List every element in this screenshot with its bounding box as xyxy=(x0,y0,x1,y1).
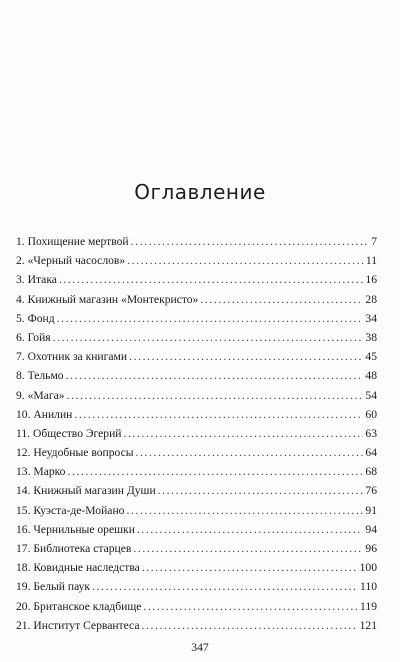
toc-entry-title: 4. Книжный магазин «Монтекристо» xyxy=(16,292,199,306)
toc-entry-title: 21. Институт Сервантеса xyxy=(16,618,140,632)
toc-entry xyxy=(16,616,377,635)
toc-entry-page: 60 xyxy=(365,407,377,421)
toc-dot-leader xyxy=(200,290,363,309)
toc-entry-title: 2. «Черный часослов» xyxy=(16,254,126,268)
toc-dot-leader xyxy=(131,232,370,251)
toc-entry xyxy=(16,251,377,270)
toc-entry-title: 14. Книжный магазин Души xyxy=(16,484,156,498)
toc-entry-title: 11. Общество Эгерий xyxy=(16,426,122,440)
toc-dot-leader xyxy=(92,577,358,596)
toc-entry-page: 16 xyxy=(365,273,377,287)
toc-entry-page: 28 xyxy=(365,292,377,306)
toc-entry-title: 20. Британское кладбище xyxy=(16,599,142,613)
toc-entry xyxy=(16,405,377,424)
toc-dot-leader xyxy=(67,386,364,405)
toc-dot-leader xyxy=(66,366,364,385)
toc-entry-page: 11 xyxy=(365,254,377,268)
toc-entry xyxy=(16,462,377,481)
toc-entry xyxy=(16,558,377,577)
toc-dot-leader xyxy=(124,424,364,443)
toc-entry xyxy=(16,443,377,462)
toc-entry-title: 6. Гойя xyxy=(16,330,51,344)
toc-entry-page: 119 xyxy=(360,599,377,613)
toc-dot-leader xyxy=(133,539,363,558)
toc-entry-title: 12. Неудобные вопросы xyxy=(16,446,134,460)
toc-dot-leader xyxy=(143,597,358,616)
toc-list xyxy=(16,232,377,635)
toc-dot-leader xyxy=(158,481,364,500)
toc-dot-leader xyxy=(137,520,364,539)
toc-entry-page: 38 xyxy=(365,330,377,344)
toc-title: Оглавление xyxy=(134,180,266,204)
toc-entry xyxy=(16,386,377,405)
toc-dot-leader xyxy=(74,405,363,424)
toc-entry xyxy=(16,232,377,251)
toc-dot-leader xyxy=(53,328,364,347)
toc-entry-page: 7 xyxy=(371,235,377,248)
toc-entry-page: 54 xyxy=(365,388,377,402)
page-number: 347 xyxy=(191,641,209,654)
toc-entry-page: 76 xyxy=(365,484,377,498)
toc-entry-title: 18. Ковидные наследства xyxy=(16,561,140,575)
toc-entry xyxy=(16,309,377,328)
toc-entry-page: 64 xyxy=(365,446,377,460)
toc-dot-leader xyxy=(126,501,363,520)
toc-entry-page: 34 xyxy=(365,311,377,325)
toc-entry-title: 5. Фонд xyxy=(16,311,55,325)
toc-dot-leader xyxy=(136,443,364,462)
toc-entry xyxy=(16,328,377,347)
toc-entry xyxy=(16,366,377,385)
toc-entry xyxy=(16,597,377,616)
toc-entry xyxy=(16,577,377,596)
toc-entry-page: 68 xyxy=(365,465,377,479)
toc-entry-page: 110 xyxy=(360,580,377,594)
toc-entry xyxy=(16,290,377,309)
toc-entry-title: 7. Охотник за книгами xyxy=(16,350,128,364)
toc-entry xyxy=(16,424,377,443)
toc-entry xyxy=(16,501,377,520)
toc-entry xyxy=(16,270,377,289)
toc-entry-title: 3. Итака xyxy=(16,273,57,287)
toc-dot-leader xyxy=(59,270,363,289)
toc-entry-title: 10. Анилин xyxy=(16,407,73,421)
toc-entry xyxy=(16,481,377,500)
toc-entry xyxy=(16,347,377,366)
toc-entry xyxy=(16,539,377,558)
toc-dot-leader xyxy=(129,347,363,366)
toc-entry-title: 1. Похищение мертвой xyxy=(16,235,129,248)
toc-dot-leader xyxy=(141,616,357,635)
toc-entry-title: 19. Белый паук xyxy=(16,580,91,594)
toc-dot-leader xyxy=(67,462,363,481)
toc-entry-page: 96 xyxy=(365,542,377,555)
toc-dot-leader xyxy=(127,251,364,270)
toc-entry-page: 63 xyxy=(365,426,377,440)
toc-entry-page: 100 xyxy=(359,561,377,575)
toc-entry-title: 9. «Мага» xyxy=(16,388,65,402)
toc-entry-title: 15. Куэста-де-Мойано xyxy=(16,503,125,517)
toc-entry xyxy=(16,520,377,539)
toc-entry-title: 17. Библиотека старцев xyxy=(16,542,132,555)
toc-dot-leader xyxy=(142,558,358,577)
toc-entry-page: 45 xyxy=(365,350,377,364)
toc-entry-title: 13. Марко xyxy=(16,465,66,479)
toc-entry-page: 48 xyxy=(365,369,377,383)
toc-entry-title: 8. Тельмо xyxy=(16,369,64,383)
toc-entry-page: 94 xyxy=(365,522,377,536)
toc-entry-title: 16. Чернильные орешки xyxy=(16,522,135,536)
toc-entry-page: 91 xyxy=(365,503,377,517)
toc-entry-page: 121 xyxy=(359,618,377,632)
toc-dot-leader xyxy=(57,309,364,328)
